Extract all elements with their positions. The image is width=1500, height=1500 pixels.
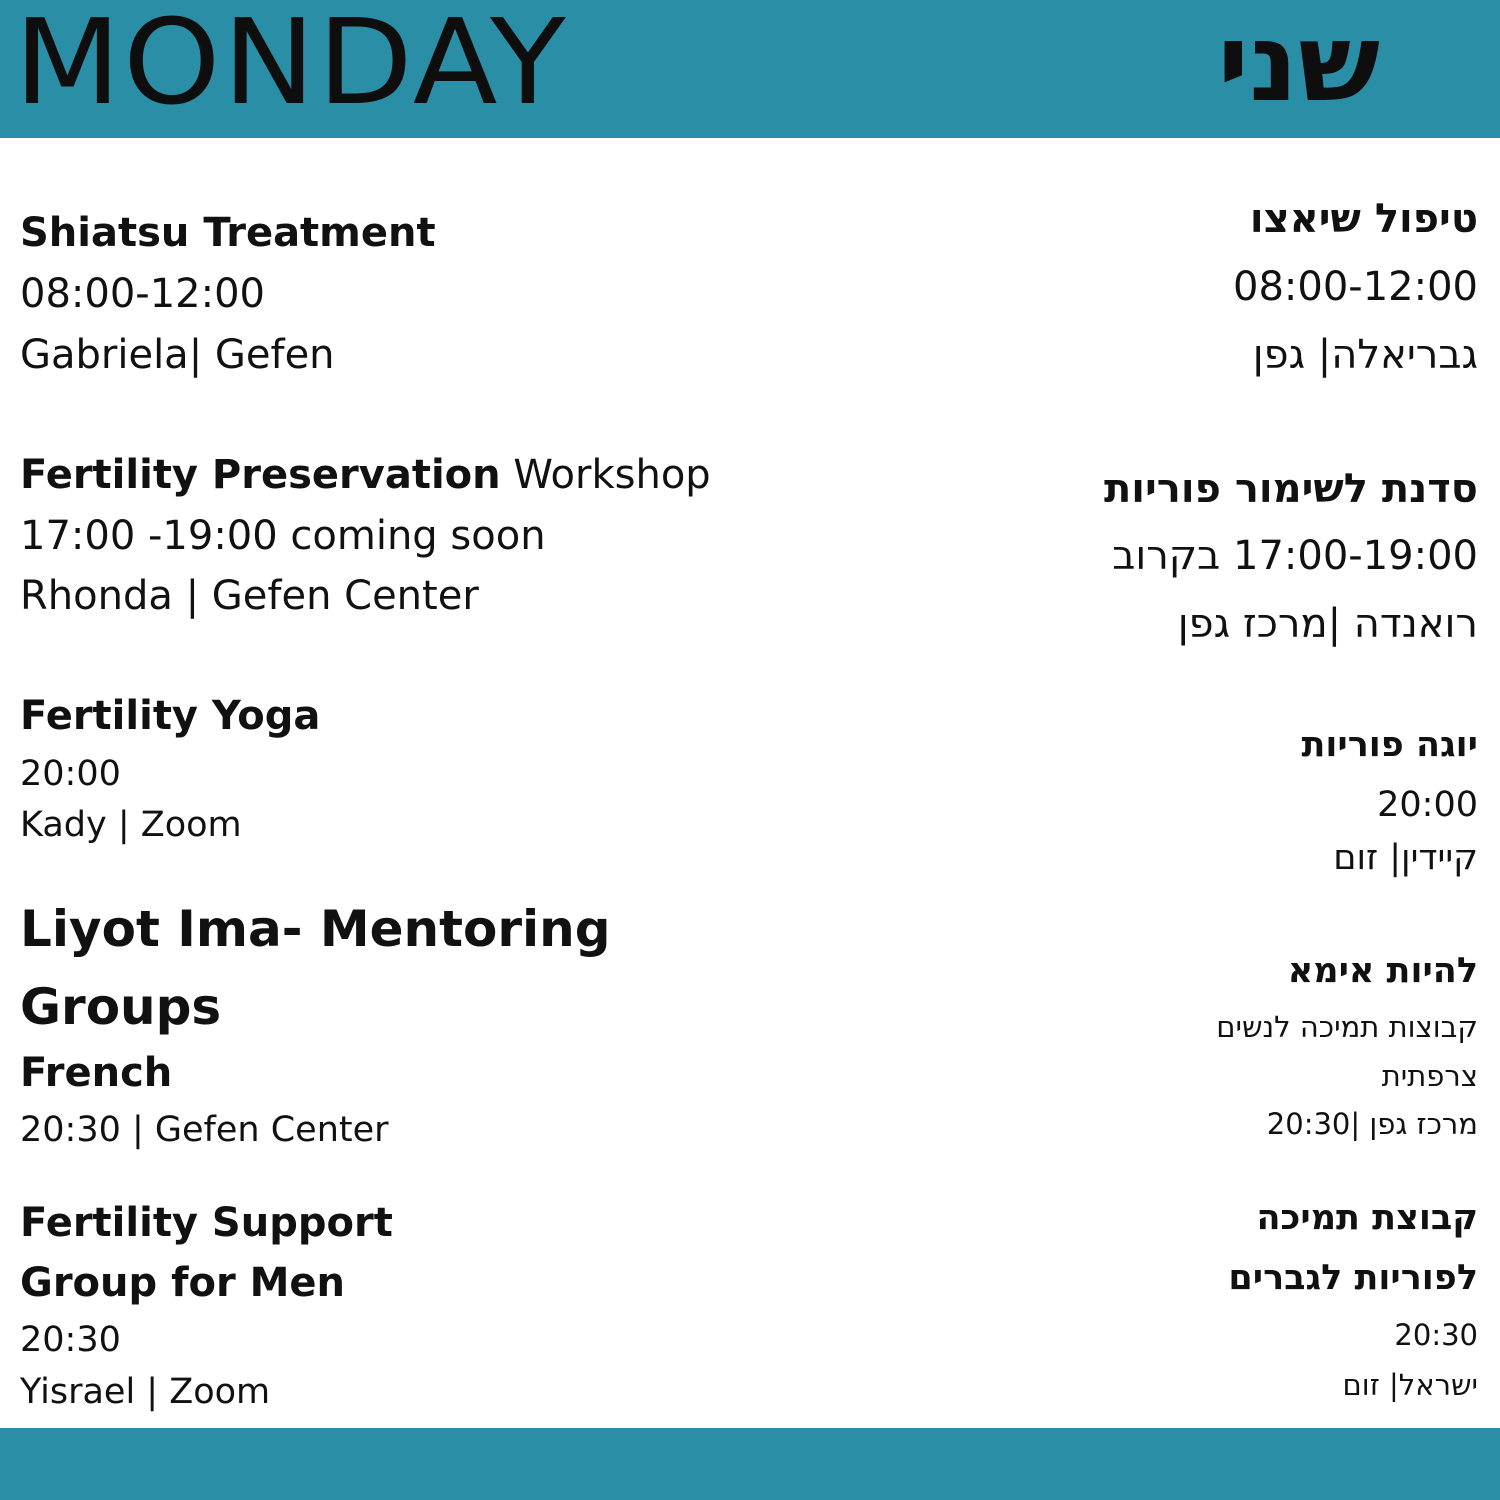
liyot-subtitle-he: קבוצות תמיכה לנשים — [1216, 1010, 1478, 1044]
men-host-he: ישראל| זום — [1342, 1368, 1478, 1402]
men-host-en: Yisrael | Zoom — [20, 1372, 271, 1412]
liyot-language-he: צרפתית — [1381, 1059, 1478, 1093]
yoga-time-en: 20:00 — [20, 754, 121, 794]
yoga-host-he: קיידין| זום — [1333, 838, 1478, 878]
liyot-language-en: French — [20, 1050, 173, 1096]
liyot-title-he: להיות אימא — [1287, 951, 1478, 991]
shiatsu-host-he: גבריאלה| גפן — [1252, 332, 1478, 378]
preservation-title-bold: Fertility Preservation — [20, 452, 501, 498]
day-title-hebrew: שני — [1217, 1, 1380, 126]
men-title-line2-en: Group for Men — [20, 1260, 346, 1306]
men-title-line2-he: לפוריות לגברים — [1228, 1258, 1478, 1298]
men-time-he: 20:30 — [1394, 1318, 1478, 1352]
preservation-host-en: Rhonda | Gefen Center — [20, 573, 479, 619]
men-time-en: 20:30 — [20, 1320, 121, 1360]
preservation-host-he: רואנדה |מרכז גפן — [1177, 601, 1478, 647]
yoga-time-he: 20:00 — [1377, 785, 1478, 825]
yoga-host-en: Kady | Zoom — [20, 805, 242, 845]
preservation-title-en — [20, 452, 711, 498]
liyot-time-place-he: מרכז גפן |20:30 — [1266, 1107, 1478, 1141]
yoga-title-en: Fertility Yoga — [20, 693, 321, 739]
shiatsu-title-he: טיפול שיאצו — [1249, 196, 1478, 242]
shiatsu-time-en: 08:00-12:00 — [20, 271, 265, 317]
footer-band — [0, 1428, 1500, 1500]
preservation-time-he: 17:00-19:00 בקרוב — [1112, 533, 1478, 579]
day-title-english: MONDAY — [14, 0, 568, 131]
preservation-time-en: 17:00 -19:00 coming soon — [20, 513, 546, 559]
liyot-time-place-en: 20:30 | Gefen Center — [20, 1110, 389, 1150]
shiatsu-time-he: 08:00-12:00 — [1233, 264, 1478, 310]
preservation-title-he: סדנת לשימור פוריות — [1103, 466, 1478, 512]
men-title-line1-he: קבוצת תמיכה — [1256, 1198, 1478, 1238]
liyot-title-line1-en: Liyot Ima- Mentoring — [20, 900, 611, 958]
shiatsu-host-en: Gabriela| Gefen — [20, 332, 335, 378]
liyot-title-line2-en: Groups — [20, 978, 222, 1036]
shiatsu-title-en: Shiatsu Treatment — [20, 210, 436, 256]
preservation-title-rest: Workshop — [500, 452, 711, 498]
men-title-line1-en: Fertility Support — [20, 1200, 393, 1246]
yoga-title-he: יוגה פוריות — [1301, 725, 1478, 765]
